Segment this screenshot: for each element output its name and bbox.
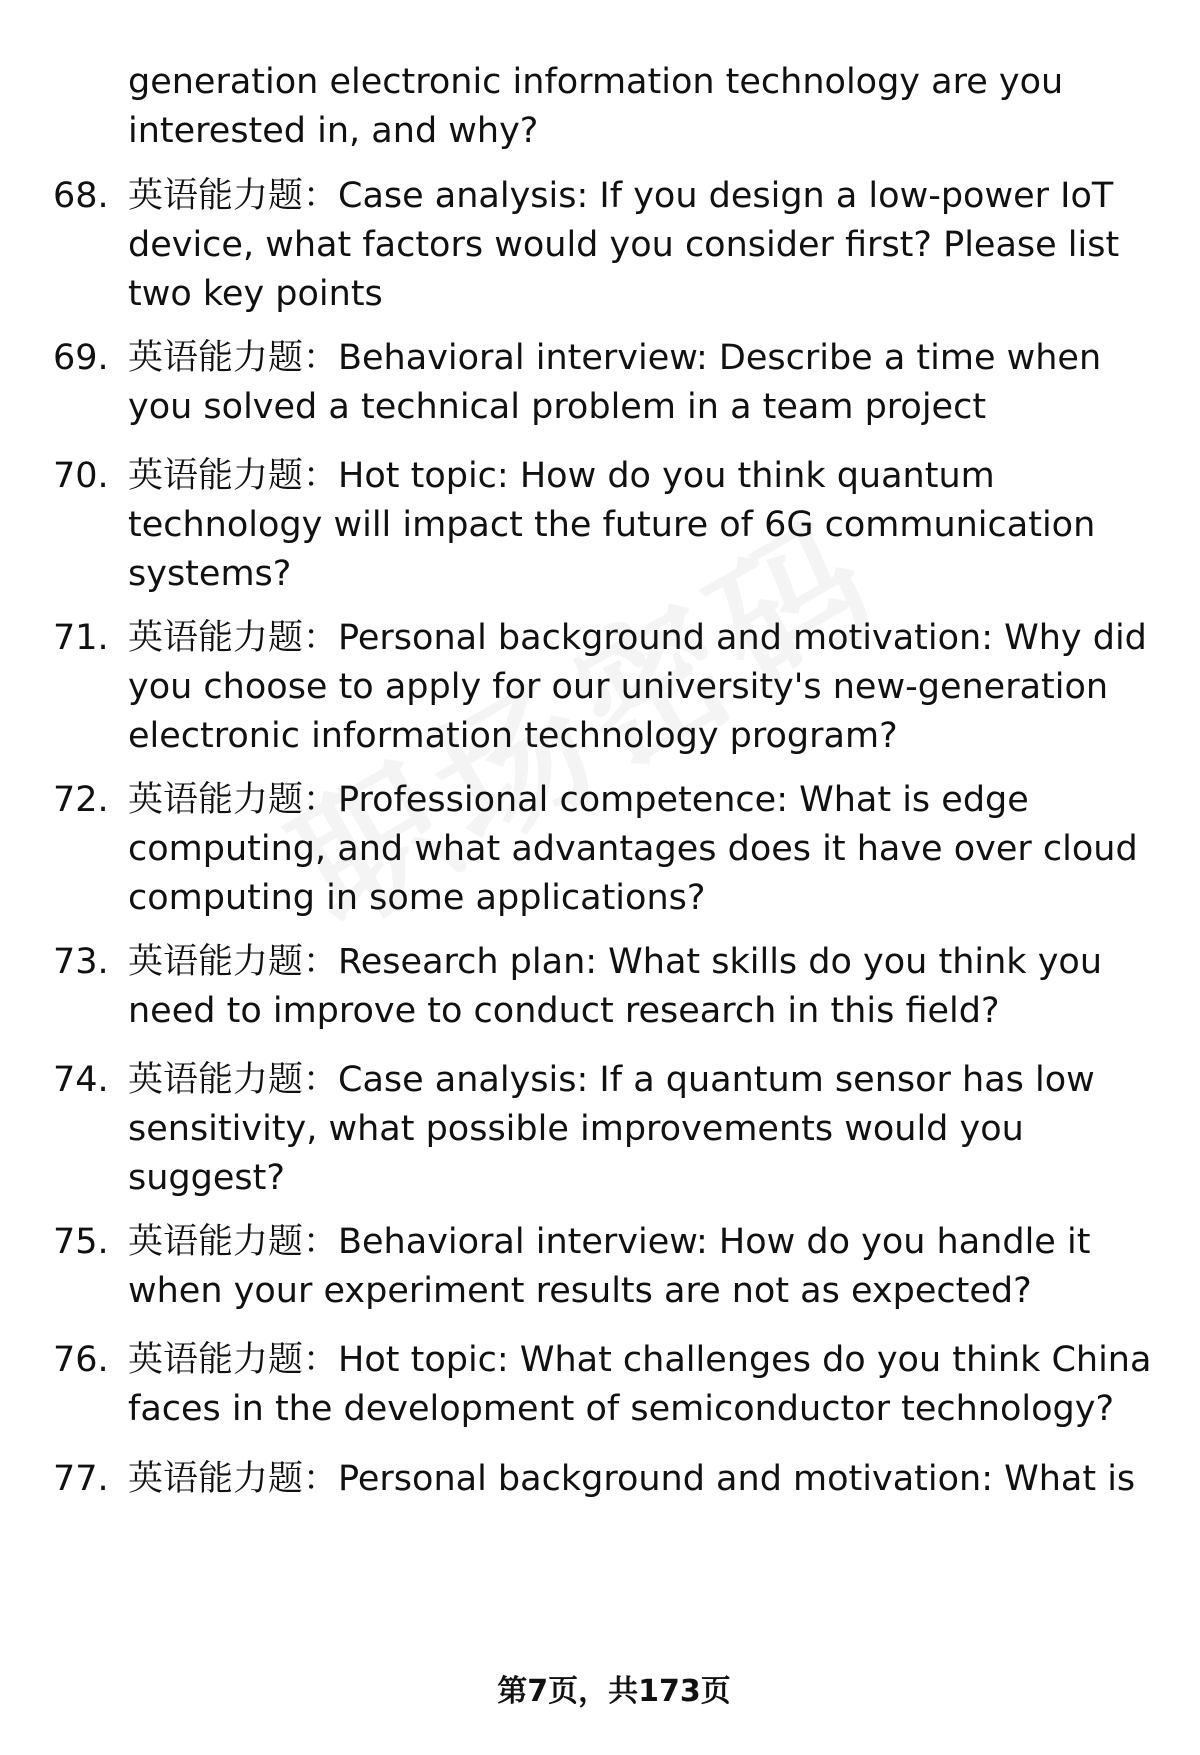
question-text: Hot topic: What challenges do you think China faces in the development of semiconductor technology? [128,1340,1152,1429]
question-prefix: 英语能力题： [128,338,339,378]
question-number: 72. [53,780,109,820]
question-body [128,1455,1153,1504]
question-prefix: 英语能力题： [128,618,339,658]
question-number: 73. [53,942,109,982]
question-number: 77. [53,1459,109,1499]
question-prefix: 英语能力题： [128,1459,339,1499]
question-prefix: 英语能力题： [128,176,339,216]
question-text: Research plan: What skills do you think you need to improve to conduct research in this field? [128,942,1102,1031]
question-body [128,614,1153,761]
question-body [128,1056,1153,1203]
question-body [128,938,1153,1036]
question-number: 75. [53,1222,109,1262]
question-number: 74. [53,1060,109,1100]
question-prefix: 英语能力题： [128,1060,339,1100]
question-text: Behavioral interview: Describe a time when you solved a technical problem in a team project [128,338,1102,427]
question-number: 71. [53,618,109,658]
question-text: Hot topic: How do you think quantum technology will impact the future of 6G communication systems? [128,456,1096,594]
question-number: 70. [53,456,109,496]
question-text: Case analysis: If a quantum sensor has low sensitivity, what possible improvements would you suggest? [128,1060,1095,1198]
page-footer: 第7页，共173页 [497,1674,731,1709]
question-text: Case analysis: If you design a low-power IoT device, what factors would you consider first? Please list two key points [128,176,1120,314]
question-text: Professional competence: What is edge computing, and what advantages does it have over cloud computing in some applications? [128,780,1138,918]
question-body [128,1336,1153,1434]
question-prefix: 英语能力题： [128,1222,339,1262]
question-prefix: 英语能力题： [128,1340,339,1380]
question-number: 68. [53,176,109,216]
question-body [128,1218,1153,1316]
question-text: Personal background and motivation: What is [338,1459,1136,1499]
question-body [128,172,1153,319]
question-text: Behavioral interview: How do you handle it when your experiment results are not as expected? [128,1222,1091,1311]
continued-question-text: generation electronic information technology are you interested in, and why? [128,62,1064,151]
question-body [128,776,1153,923]
question-body [128,334,1153,432]
question-body [128,452,1153,599]
question-prefix: 英语能力题： [128,780,339,820]
question-prefix: 英语能力题： [128,456,339,496]
question-prefix: 英语能力题： [128,942,339,982]
question-number: 76. [53,1340,109,1380]
question-text: Personal background and motivation: Why did you choose to apply for our university's new-generation electronic information technology program? [128,618,1147,756]
question-number: 69. [53,338,109,378]
